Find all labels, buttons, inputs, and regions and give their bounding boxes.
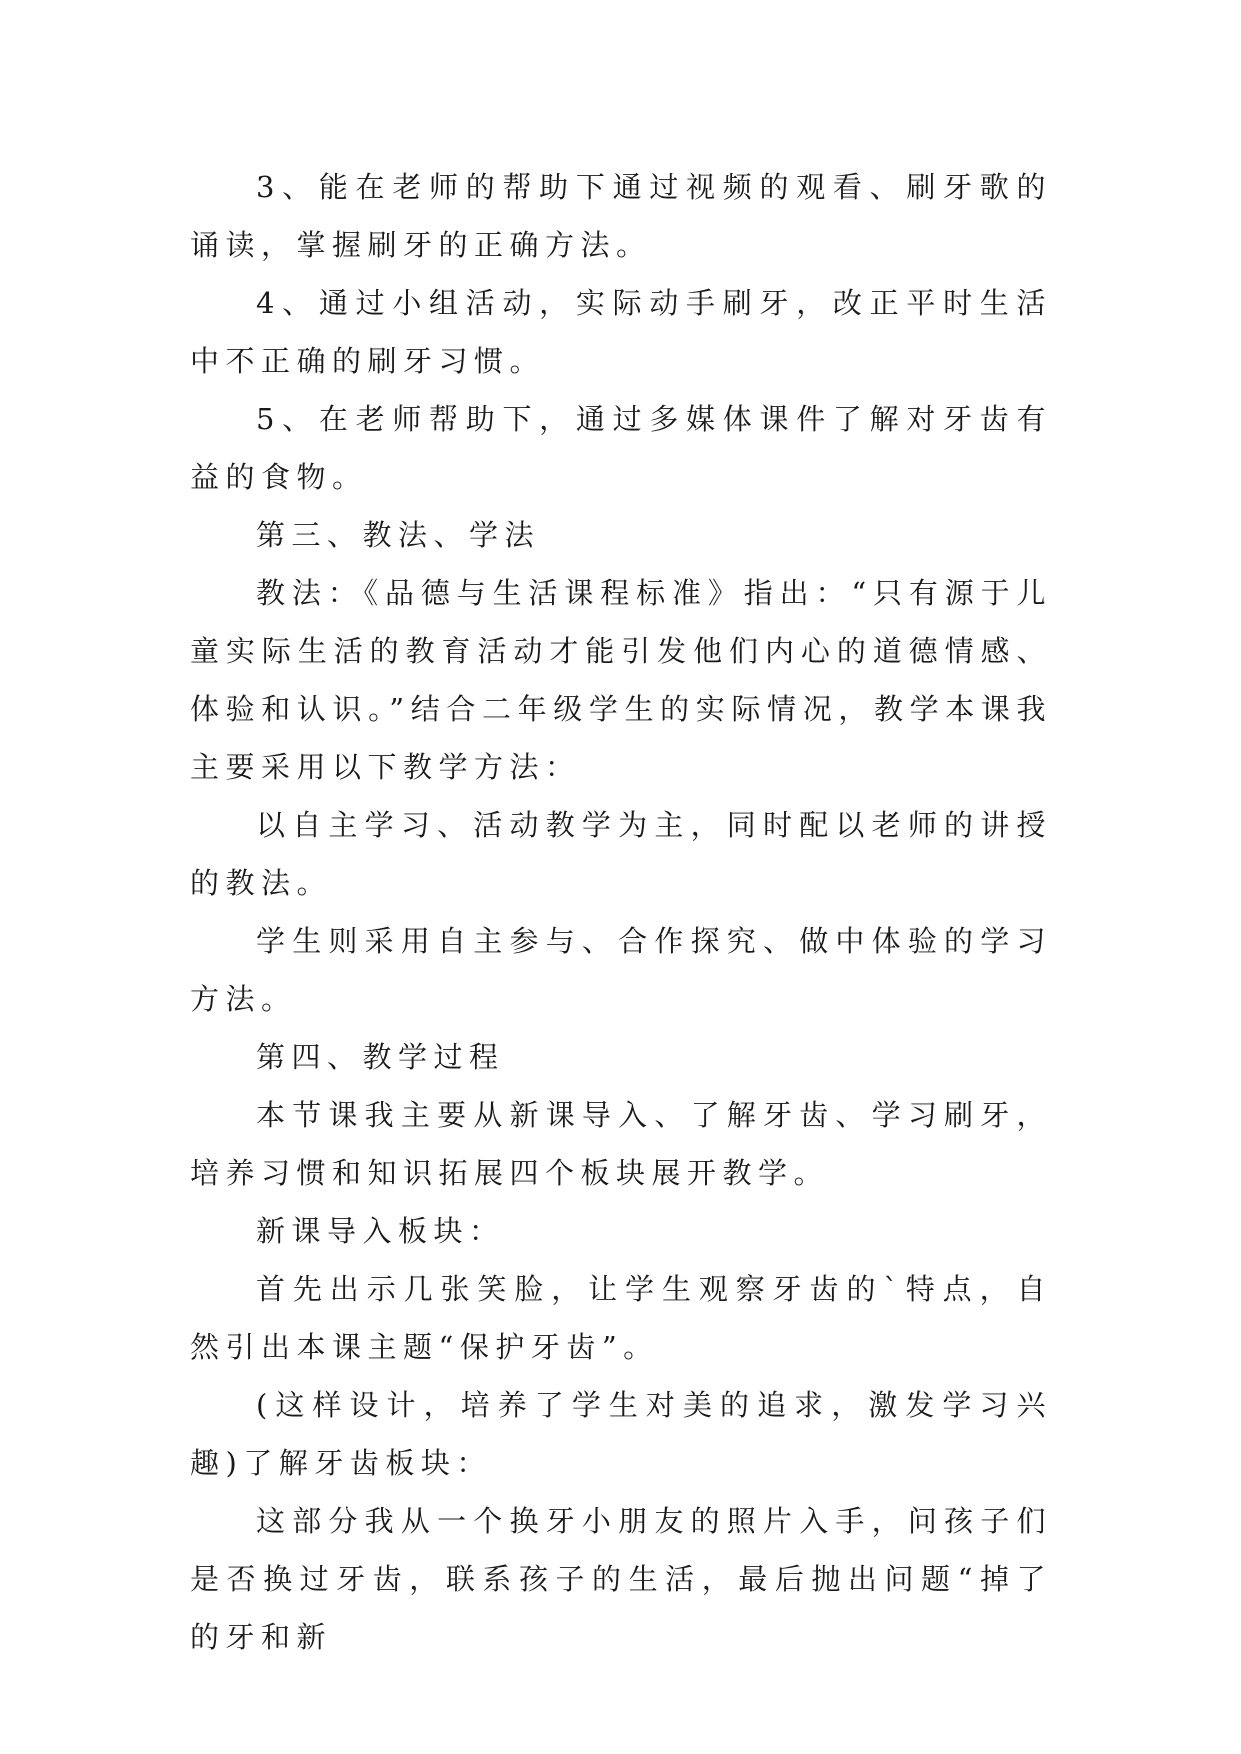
paragraph-intro-block: 新课导入板块：	[256, 1214, 505, 1248]
document-body	[190, 158, 1052, 1666]
section-heading-methods: 第三、教法、学法	[256, 518, 541, 552]
section-heading-process: 第四、教学过程	[256, 1040, 505, 1074]
paragraph-smiles: 首先出示几张笑脸，让学生观察牙齿的`特点，自然引出本课主题“保护牙齿”。	[190, 1272, 1052, 1364]
paragraph-design-note: (这样设计，培养了学生对美的追求，激发学习兴趣)了解牙齿板块：	[190, 1388, 1052, 1480]
paragraph-learning-method: 学生则采用自主参与、合作探究、做中体验的学习方法。	[190, 924, 1052, 1016]
paragraph-tooth-change: 这部分我从一个换牙小朋友的照片入手，问孩子们是否换过牙齿，联系孩子的生活，最后抛出问题“掉了的牙和新	[190, 1504, 1052, 1654]
paragraph-process-overview: 本节课我主要从新课导入、了解牙齿、学习刷牙，培养习惯和知识拓展四个板块展开教学。	[190, 1098, 1052, 1190]
paragraph-goal-5: 5、在老师帮助下，通过多媒体课件了解对牙齿有益的食物。	[190, 402, 1052, 494]
paragraph-teaching-method: 教法：《品德与生活课程标准》指出：“只有源于儿童实际生活的教育活动才能引发他们内心的道德情感、体验和认识。”结合二年级学生的实际情况，教学本课我主要采用以下教学方法：	[190, 576, 1052, 784]
paragraph-goal-3: 3、能在老师的帮助下通过视频的观看、刷牙歌的诵读，掌握刷牙的正确方法。	[190, 170, 1052, 262]
paragraph-self-learning: 以自主学习、活动教学为主，同时配以老师的讲授的教法。	[190, 808, 1052, 900]
paragraph-goal-4: 4、通过小组活动，实际动手刷牙，改正平时生活中不正确的刷牙习惯。	[190, 286, 1052, 378]
